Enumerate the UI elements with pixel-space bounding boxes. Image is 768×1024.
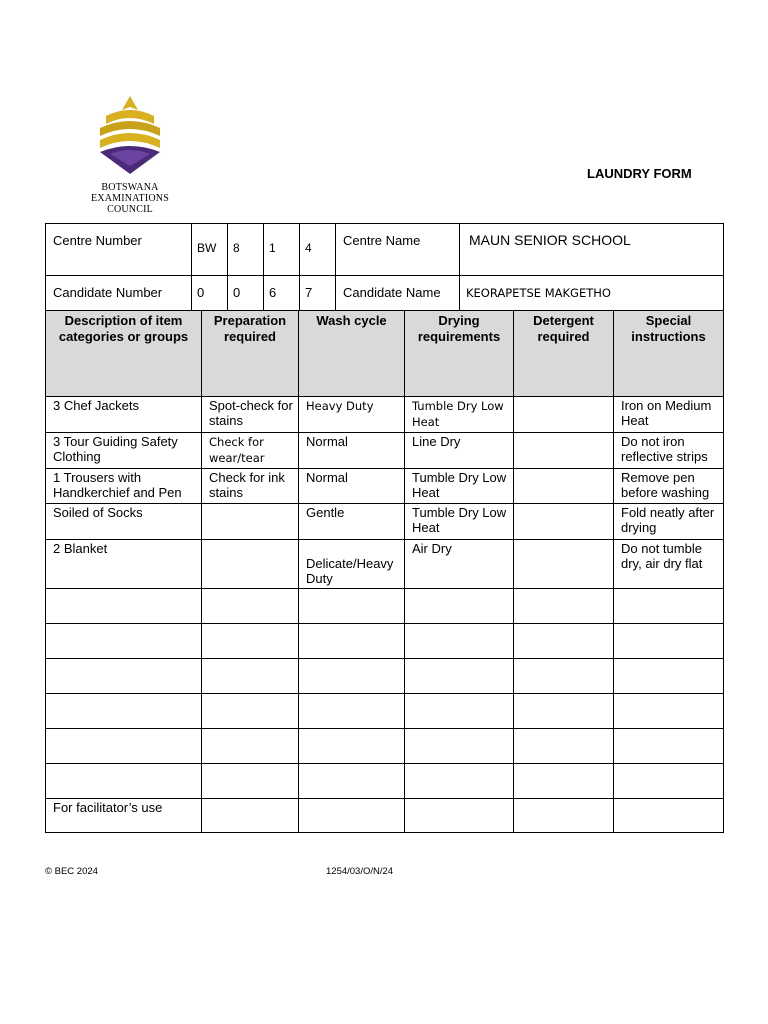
header-description: Description of item categories or groups xyxy=(46,311,202,397)
empty-cell xyxy=(202,659,299,694)
table-header-row xyxy=(46,311,724,397)
header-preparation: Preparation required xyxy=(202,311,299,397)
cell-detergent xyxy=(514,504,614,540)
cell-drying: Line Dry xyxy=(405,433,514,469)
empty-cell xyxy=(405,624,514,659)
empty-row xyxy=(46,694,724,729)
footer-code: 1254/03/O/N/24 xyxy=(326,866,394,877)
cell-special: Iron on Medium Heat xyxy=(614,397,724,433)
empty-cell xyxy=(46,764,202,799)
cell-description: 1 Trousers with Handkerchief and Pen xyxy=(46,469,202,504)
empty-cell xyxy=(299,729,405,764)
cell-wash-cycle: Delicate/Heavy Duty xyxy=(299,540,405,589)
header-wash-cycle: Wash cycle xyxy=(299,311,405,397)
cell-preparation: Check for wear/tear xyxy=(202,433,299,469)
cell-special: Do not tumble dry, air dry flat xyxy=(614,540,724,589)
empty-cell xyxy=(202,764,299,799)
empty-row xyxy=(46,764,724,799)
cell-preparation: Spot-check for stains xyxy=(202,397,299,433)
empty-cell xyxy=(299,799,405,833)
cell-description: 3 Chef Jackets xyxy=(46,397,202,433)
cell-description: Soiled of Socks xyxy=(46,504,202,540)
cell-detergent xyxy=(514,397,614,433)
candidate-number-cell: 0 xyxy=(228,276,264,321)
cell-special: Do not iron reflective strips xyxy=(614,433,724,469)
cell-description: 2 Blanket xyxy=(46,540,202,589)
cell-preparation: Check for ink stains xyxy=(202,469,299,504)
cell-wash-cycle: Heavy Duty xyxy=(299,397,405,433)
empty-cell xyxy=(614,764,724,799)
candidate-number-label: Candidate Number xyxy=(46,276,192,321)
empty-cell xyxy=(405,764,514,799)
empty-row xyxy=(46,659,724,694)
cell-drying: Air Dry xyxy=(405,540,514,589)
empty-cell xyxy=(299,624,405,659)
empty-row xyxy=(46,624,724,659)
cell-description: 3 Tour Guiding Safety Clothing xyxy=(46,433,202,469)
empty-cell xyxy=(46,659,202,694)
bec-emblem-icon xyxy=(84,94,176,180)
logo-line-3: COUNCIL xyxy=(107,204,153,215)
empty-cell xyxy=(202,624,299,659)
empty-cell xyxy=(405,799,514,833)
empty-cell xyxy=(46,694,202,729)
empty-cell xyxy=(202,694,299,729)
laundry-table xyxy=(45,310,724,833)
bec-logo xyxy=(84,94,176,218)
empty-cell xyxy=(514,659,614,694)
header-drying: Drying requirements xyxy=(405,311,514,397)
centre-number-cell: BW xyxy=(192,224,228,276)
empty-cell xyxy=(46,624,202,659)
empty-cell xyxy=(202,799,299,833)
empty-cell xyxy=(299,589,405,624)
table-row xyxy=(46,469,724,504)
facilitator-label: For facilitator’s use xyxy=(46,799,202,833)
candidate-name-label: Candidate Name xyxy=(336,276,460,321)
cell-wash-cycle: Gentle xyxy=(299,504,405,540)
empty-cell xyxy=(614,694,724,729)
logo-line-1: BOTSWANA xyxy=(101,182,159,193)
header-special: Special instructions xyxy=(614,311,724,397)
empty-row xyxy=(46,729,724,764)
empty-cell xyxy=(46,729,202,764)
empty-cell xyxy=(614,729,724,764)
empty-cell xyxy=(299,764,405,799)
empty-cell xyxy=(405,659,514,694)
candidate-number-cell: 6 xyxy=(264,276,300,321)
cell-drying: Tumble Dry Low Heat xyxy=(405,504,514,540)
empty-cell xyxy=(299,694,405,729)
cell-wash-cycle: Normal xyxy=(299,433,405,469)
empty-cell xyxy=(614,659,724,694)
cell-preparation xyxy=(202,540,299,589)
empty-cell xyxy=(202,729,299,764)
centre-number-cell: 1 xyxy=(264,224,300,276)
empty-cell xyxy=(514,589,614,624)
logo-text xyxy=(84,182,176,215)
cell-detergent xyxy=(514,433,614,469)
header-detergent: Detergent required xyxy=(514,311,614,397)
cell-special: Remove pen before washing xyxy=(614,469,724,504)
centre-number-cell: 4 xyxy=(300,224,336,276)
candidate-number-cell: 0 xyxy=(192,276,228,321)
empty-cell xyxy=(514,624,614,659)
table-row xyxy=(46,540,724,589)
empty-cell xyxy=(614,799,724,833)
facilitator-row xyxy=(46,799,724,833)
empty-cell xyxy=(514,729,614,764)
form-title: LAUNDRY FORM xyxy=(587,166,692,181)
logo-line-2: EXAMINATIONS xyxy=(91,193,169,204)
cell-special: Fold neatly after drying xyxy=(614,504,724,540)
empty-cell xyxy=(202,589,299,624)
empty-cell xyxy=(46,589,202,624)
table-row xyxy=(46,504,724,540)
cell-drying: Tumble Dry Low Heat xyxy=(405,397,514,433)
table-row xyxy=(46,433,724,469)
cell-preparation xyxy=(202,504,299,540)
empty-cell xyxy=(614,624,724,659)
table-row xyxy=(46,397,724,433)
cell-detergent xyxy=(514,469,614,504)
empty-cell xyxy=(405,694,514,729)
empty-row xyxy=(46,589,724,624)
centre-name-label: Centre Name xyxy=(336,224,460,276)
centre-number-cell: 8 xyxy=(228,224,264,276)
empty-cell xyxy=(514,764,614,799)
footer-copyright: © BEC 2024 xyxy=(45,866,98,877)
candidate-info-table xyxy=(45,223,724,321)
centre-row xyxy=(46,224,724,276)
empty-cell xyxy=(614,589,724,624)
centre-number-label: Centre Number xyxy=(46,224,192,276)
empty-cell xyxy=(299,659,405,694)
cell-detergent xyxy=(514,540,614,589)
empty-cell xyxy=(514,799,614,833)
cell-wash-cycle: Normal xyxy=(299,469,405,504)
candidate-name-value: KEORAPETSE MAKGETHO xyxy=(460,276,724,321)
empty-cell xyxy=(514,694,614,729)
candidate-number-cell: 7 xyxy=(300,276,336,321)
empty-cell xyxy=(405,589,514,624)
centre-name-value: MAUN SENIOR SCHOOL xyxy=(460,224,724,276)
cell-drying: Tumble Dry Low Heat xyxy=(405,469,514,504)
empty-cell xyxy=(405,729,514,764)
